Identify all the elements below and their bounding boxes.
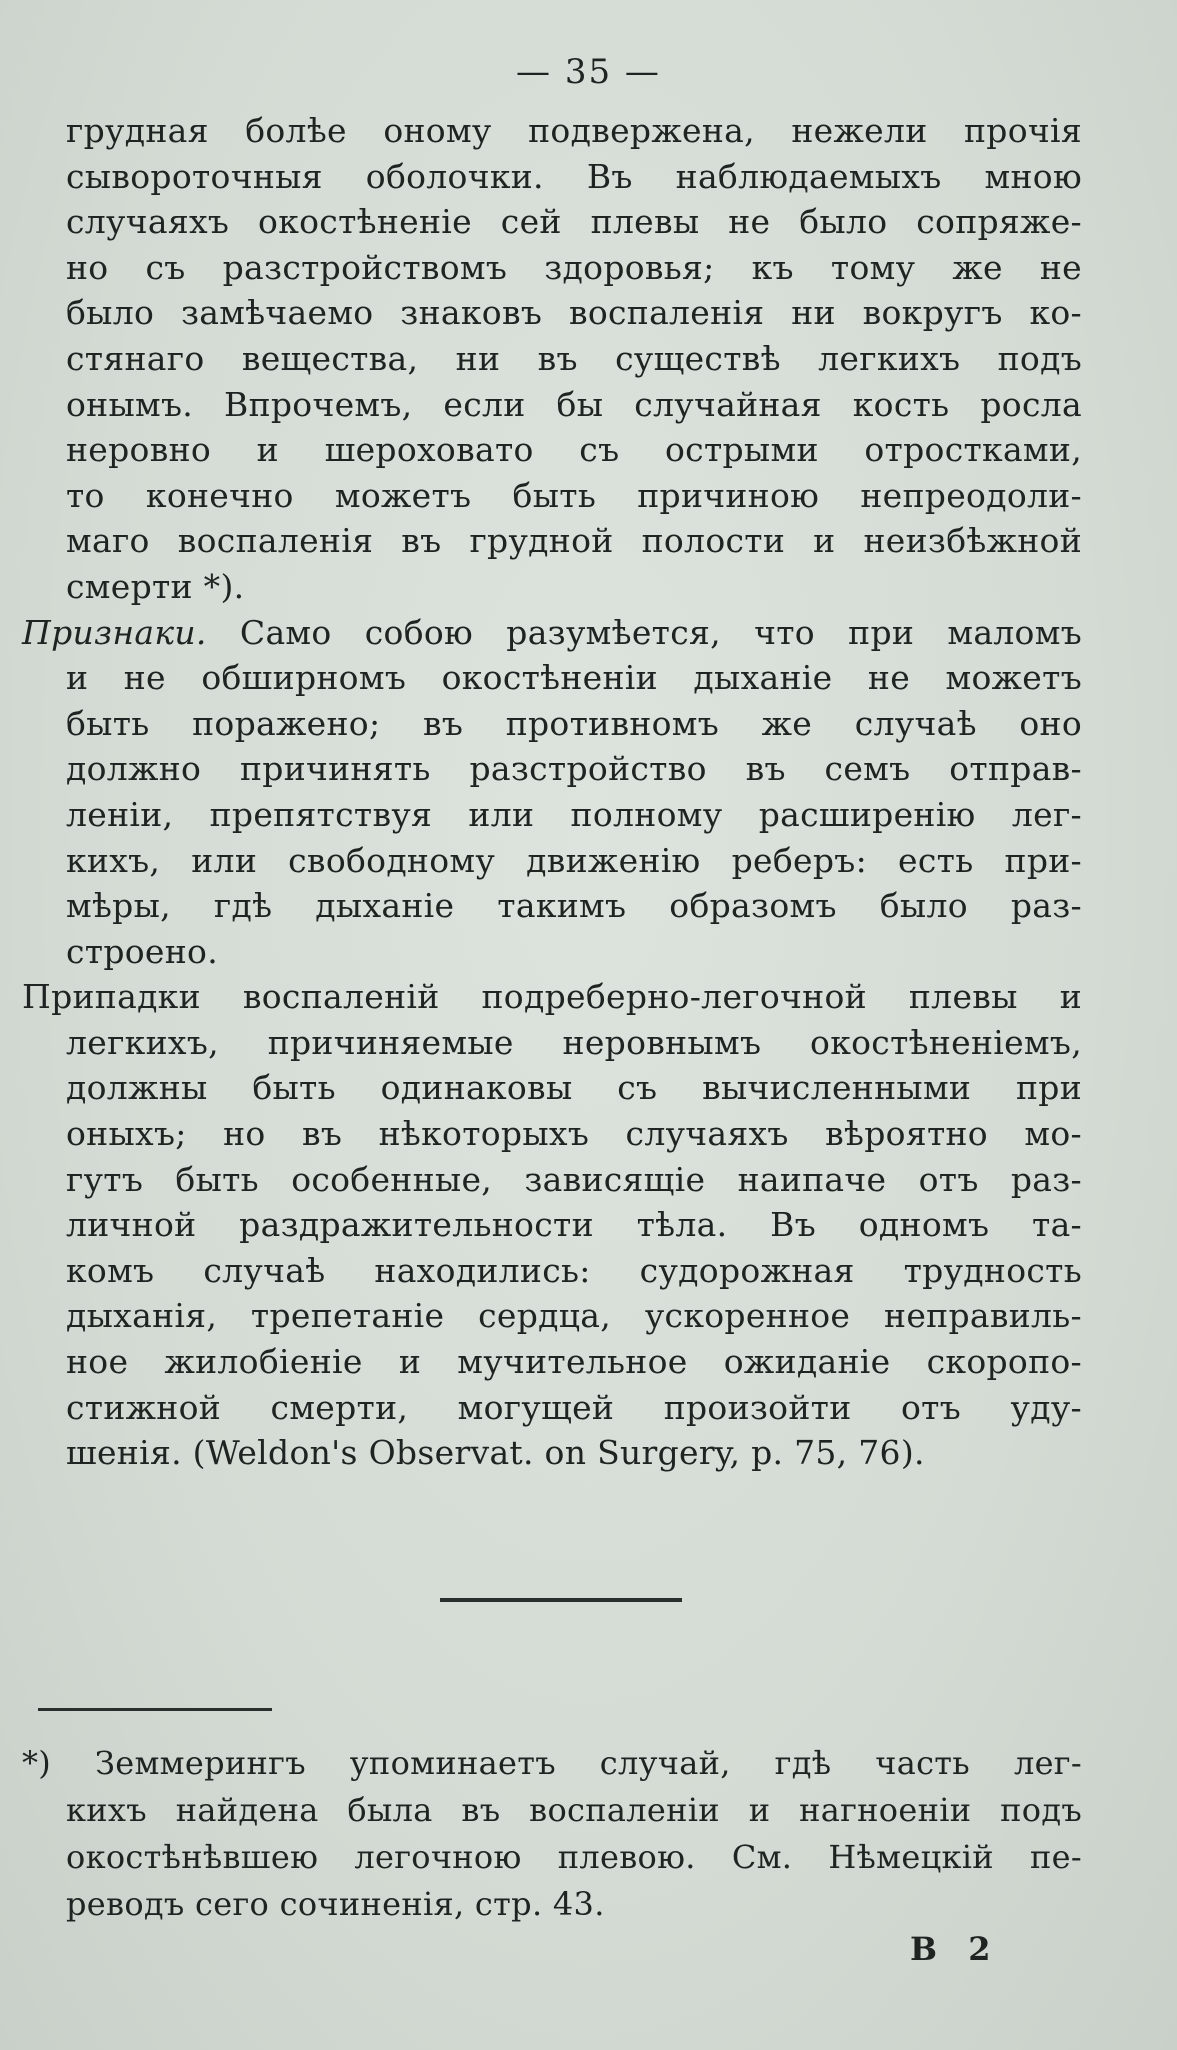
main-text bbox=[22, 108, 1082, 1476]
footnote-rule bbox=[38, 1708, 272, 1711]
text-line: Припадки воспаленій подреберно-легочной плевы и bbox=[22, 977, 1082, 1017]
page-number: — 35 — bbox=[516, 52, 661, 92]
footnote-line: *) Земмерингъ упоминаетъ случай, гдѣ часть лег- bbox=[22, 1744, 1082, 1782]
text-line: быть поражено; въ противномъ же случаѣ оно bbox=[66, 703, 1082, 743]
text-line: и не обширномъ окостѣненіи дыханіе не можетъ bbox=[66, 658, 1082, 698]
text-line: мѣры, гдѣ дыханіе такимъ образомъ было раз- bbox=[66, 886, 1082, 926]
text-line: личной раздражительности тѣла. Въ одномъ та- bbox=[66, 1205, 1082, 1245]
text-line: леніи, препятствуя или полному расширенію лег- bbox=[66, 794, 1082, 834]
text-line: стянаго вещества, ни въ существѣ легкихъ подъ bbox=[66, 338, 1082, 378]
text-line bbox=[22, 610, 1082, 656]
text-line: шенія. (Weldon's Observat. on Surgery, p. 75, 76). bbox=[66, 1433, 925, 1473]
footnote bbox=[22, 1740, 1082, 1928]
text-line: кихъ, или свободному движенію реберъ: есть при- bbox=[66, 840, 1082, 880]
text-line: легкихъ, причиняемые неровнымъ окостѣненіемъ, bbox=[66, 1022, 1082, 1062]
text-line: то конечно можетъ быть причиною непреодоли- bbox=[66, 475, 1082, 515]
text-line: смерти *). bbox=[66, 566, 245, 606]
section-label: Признаки. bbox=[22, 612, 207, 652]
footnote-line: реводъ сего сочиненія, стр. 43. bbox=[66, 1885, 605, 1923]
footnote-line: окостѣнѣвшею легочною плевою. См. Нѣмецкій пе- bbox=[66, 1838, 1082, 1876]
text-line: гутъ быть особенные, зависящіе наипаче отъ раз- bbox=[66, 1159, 1082, 1199]
text-line: было замѣчаемо знаковъ воспаленія ни вокругъ ко- bbox=[66, 293, 1082, 333]
text-line: должны быть одинаковы съ вычисленными при bbox=[66, 1068, 1082, 1108]
text-line: строено. bbox=[66, 931, 219, 971]
text-line: должно причинять разстройство въ семъ отправ- bbox=[66, 749, 1082, 789]
text-line: неровно и шероховато съ острыми отростками, bbox=[66, 430, 1082, 470]
text-line: дыханія, трепетаніе сердца, ускоренное неправиль- bbox=[66, 1296, 1082, 1336]
text-line: маго воспаленія въ грудной полости и неизбѣжной bbox=[66, 521, 1082, 561]
text-line: стижной смерти, могущей произойти отъ уду- bbox=[66, 1387, 1082, 1427]
text-line: ное жилобіеніе и мучительное ожиданіе скоропо- bbox=[66, 1342, 1082, 1382]
section-divider bbox=[440, 1598, 682, 1602]
text-line: но съ разстройствомъ здоровья; къ тому же не bbox=[66, 247, 1082, 287]
text-span: Само собою разумѣется, что при маломъ bbox=[206, 612, 1082, 652]
signature-mark: В 2 bbox=[910, 1930, 1001, 1968]
footnote-line: кихъ найдена была въ воспаленіи и нагноеніи подъ bbox=[66, 1791, 1082, 1829]
text-line: оныхъ; но въ нѣкоторыхъ случаяхъ вѣроятно мо- bbox=[66, 1114, 1082, 1154]
text-line: комъ случаѣ находились: судорожная трудность bbox=[66, 1250, 1082, 1290]
paragraph-1 bbox=[22, 108, 1082, 610]
text-line: случаяхъ окостѣненіе сей плевы не было сопряже- bbox=[66, 202, 1082, 242]
text-line: онымъ. Впрочемъ, если бы случайная кость росла bbox=[66, 384, 1082, 424]
paragraph-2 bbox=[22, 610, 1082, 975]
paragraph-3 bbox=[22, 974, 1082, 1476]
text-line: грудная болѣе оному подвержена, нежели прочія bbox=[66, 111, 1082, 150]
text-line: сывороточныя оболочки. Въ наблюдаемыхъ мною bbox=[66, 156, 1082, 196]
